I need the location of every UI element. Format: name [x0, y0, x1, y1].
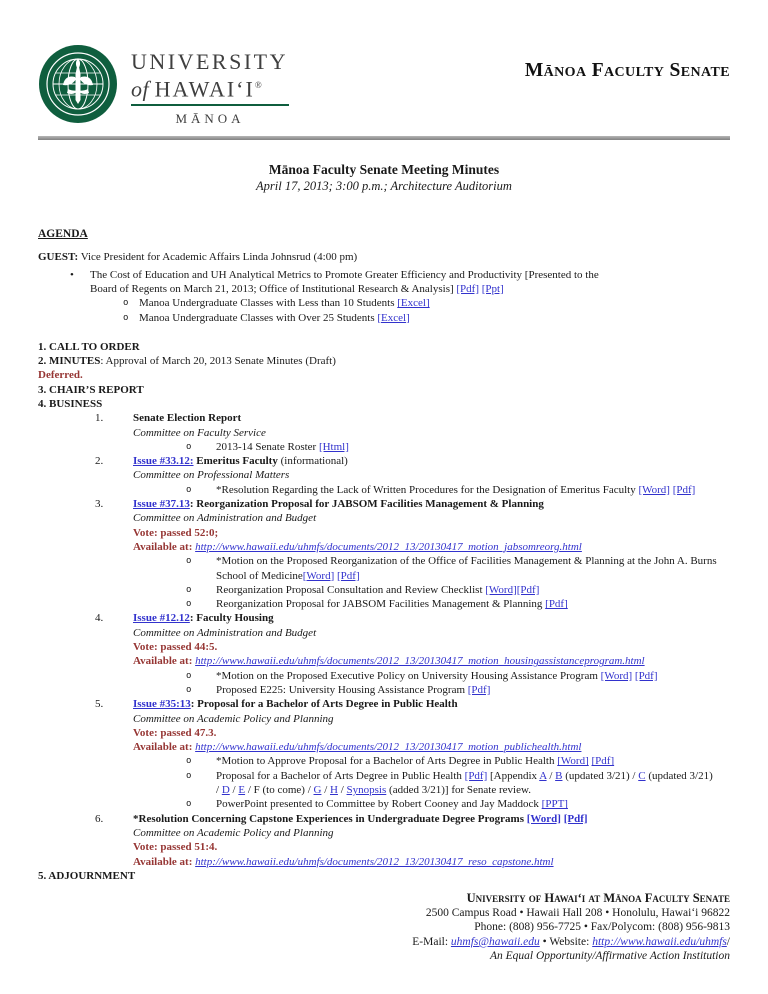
line-content [38, 340, 730, 354]
line-content [38, 869, 730, 883]
text-segment: Committee on Academic Policy and Planning [133, 712, 334, 725]
list-number: 2. [95, 455, 104, 468]
text-segment: Available at: [133, 540, 196, 553]
capstone-url-link[interactable]: http://www.hawaii.edu/uhmfs/documents/2012_13/20130417_reso_capstone.html [195, 855, 554, 868]
text-segment: Reorganization Proposal Consultation and Review Checklist [216, 583, 486, 596]
text-segment: : Reorganization Proposal for JABSOM Facilities Management & Planning [189, 498, 544, 511]
text-segment: Committee on Academic Policy and Planning [133, 826, 334, 839]
text-segment: Available at: [133, 655, 196, 668]
classes-over25-item [38, 311, 730, 325]
committee-academic-policy [38, 712, 730, 726]
issue-33-12-link[interactable]: Issue #33.12: [133, 455, 194, 468]
text-segment: / [546, 769, 556, 782]
text-segment: : Faculty Housing [189, 612, 274, 625]
text-segment: / [216, 784, 222, 797]
line-content [133, 454, 730, 468]
text-segment: *Resolution Regarding the Lack of Written Procedures for the Designation of Emeritus Faculty [216, 483, 639, 496]
text-segment: / [337, 784, 347, 797]
masthead [38, 0, 730, 127]
cost-education-ppt-link[interactable]: [Ppt] [481, 282, 504, 295]
line-content [38, 250, 730, 264]
page-title: Mānoa Faculty Senate Meeting Minutes [268, 162, 500, 178]
text-segment: *Resolution Concerning Capstone Experiences in Undergraduate Degree Programs [133, 812, 527, 825]
housing-motion-pdf-link[interactable]: [Pdf] [634, 669, 658, 682]
document-body [38, 250, 730, 883]
text-segment: Committee on Administration and Budget [133, 512, 317, 525]
line-content [139, 311, 730, 325]
jabsom-available-at [38, 540, 730, 554]
circle-bullet-icon: o [186, 441, 192, 452]
footer-website-suffix: / [726, 935, 730, 948]
capstone-pdf-link[interactable]: [Pdf] [563, 812, 588, 825]
senate-roster-html-link[interactable]: [Html] [318, 440, 349, 453]
text-segment: Deferred. [38, 369, 83, 382]
jabsom-motion-item [38, 554, 730, 583]
line-content [216, 583, 730, 597]
checklist-word-link[interactable]: [Word] [485, 583, 517, 596]
text-segment: Available at: [133, 741, 196, 754]
emeritus-pdf-link[interactable]: [Pdf] [672, 483, 696, 496]
line-content [216, 554, 730, 583]
text-segment: Vote: passed 47.3. [133, 726, 217, 739]
text-segment: / [321, 784, 331, 797]
classes-under10-item [38, 296, 730, 310]
issue-35-13-title [38, 697, 730, 711]
committee-admin-budget [38, 511, 730, 525]
emeritus-resolution-item [38, 483, 730, 497]
text-segment: Senate Election Report [133, 412, 242, 425]
senate-election-report-title [38, 411, 730, 425]
text-segment: The Cost of Education and UH Analytical Metrics to Promote Greater Efficiency and Productivity [Presented to the [90, 268, 599, 281]
footer-contact [38, 935, 730, 950]
cost-education-item [38, 268, 730, 297]
issue-12-12-link[interactable]: Issue #12.12 [133, 612, 190, 625]
issue-37-13-title [38, 497, 730, 511]
text-segment: 5. ADJOURNMENT [38, 869, 136, 882]
line-content [38, 383, 730, 397]
line-content [216, 769, 730, 798]
list-number: 4. [95, 612, 104, 625]
text-segment: Manoa Undergraduate Classes with Over 25 Students [139, 311, 378, 324]
appendix-d-link[interactable]: D [221, 784, 230, 797]
jabsom-motion-url-link[interactable]: http://www.hawaii.edu/uhmfs/documents/2012_13/20130417_motion_jabsomreorg.html [195, 540, 582, 553]
issue-12-12-title [38, 611, 730, 625]
minutes-deferred-status [38, 368, 730, 382]
circle-bullet-icon: o [186, 584, 192, 595]
wordmark-hawaii: HAWAIʻI [154, 76, 255, 102]
appendix-b-link[interactable]: B [555, 769, 563, 782]
agenda-label: AGENDA [38, 228, 88, 241]
capstone-vote [38, 840, 730, 854]
circle-bullet-icon: o [186, 756, 192, 767]
emeritus-word-link[interactable]: [Word] [638, 483, 670, 496]
line-content [133, 826, 730, 840]
line-content [133, 511, 730, 525]
line-content [133, 726, 730, 740]
text-segment: Reorganization Proposal for JABSOM Facilities Management & Planning [216, 598, 546, 611]
cost-education-pdf-link[interactable]: [Pdf] [456, 282, 479, 295]
footer-phone: Phone: (808) 956-7725 • Fax/Polycom: (808) 956-9813 [474, 921, 730, 934]
checklist-item [38, 583, 730, 597]
publichealth-motion-item [38, 754, 730, 768]
text-segment: 1. CALL TO ORDER [38, 340, 140, 353]
circle-bullet-icon: o [123, 298, 129, 309]
wordmark-of-hawaii [131, 73, 289, 101]
uh-manoa-logo [38, 44, 289, 127]
capstone-word-link[interactable]: [Word] [526, 812, 561, 825]
footer-website-label: • Website: [539, 935, 593, 948]
text-segment: Vote: passed 51:4. [133, 841, 218, 854]
circle-bullet-icon: o [123, 312, 129, 323]
checklist-pdf-link[interactable]: [Pdf] [516, 583, 540, 596]
publichealth-motion-pdf-link[interactable]: [Pdf] [591, 755, 615, 768]
section-business [38, 397, 730, 411]
line-content [133, 640, 730, 654]
jabsom-proposal-item [38, 597, 730, 611]
text-segment: Emeritus Faculty [196, 455, 278, 468]
uh-wordmark [131, 44, 289, 127]
appendix-g-link[interactable]: G [313, 784, 322, 797]
text-segment: Manoa Undergraduate Classes with Less than 10 Students [139, 297, 398, 310]
text-segment: / [229, 784, 239, 797]
line-content [133, 411, 730, 425]
text-segment: Vote: passed 52:0; [133, 526, 219, 539]
housing-available-at [38, 654, 730, 668]
footer-address: 2500 Campus Road • Hawaii Hall 208 • Honolulu, Hawaiʻi 96822 [425, 906, 730, 919]
line-content [133, 812, 730, 826]
publichealth-proposal-pdf-link[interactable]: [Pdf] [464, 769, 488, 782]
senate-banner: Mānoa Faculty Senate [524, 60, 730, 81]
capstone-available-at [38, 855, 730, 869]
text-segment: *Motion on the Proposed Executive Policy on University Housing Assistance Program [216, 669, 601, 682]
text-segment: Proposed E225: University Housing Assistance Program [216, 683, 468, 696]
section-call-to-order [38, 340, 730, 354]
text-segment: 2013-14 Senate Roster [216, 440, 319, 453]
publichealth-motion-url-link[interactable]: http://www.hawaii.edu/uhmfs/documents/2012_13/20130417_motion_publichealth.html [195, 741, 582, 754]
appendix-c-link[interactable]: C [638, 769, 646, 782]
text-segment: Vice President for Academic Affairs Linda Johnsrud (4:00 pm) [78, 251, 358, 264]
housing-motion-word-link[interactable]: [Word] [600, 669, 633, 682]
wordmark-manoa: MĀNOA [175, 111, 245, 127]
housing-motion-url-link[interactable]: http://www.hawaii.edu/uhmfs/documents/2012_13/20130417_motion_housingassistanceprogram.html [195, 655, 645, 668]
list-number: 5. [95, 698, 104, 711]
housing-vote [38, 640, 730, 654]
text-segment: Committee on Professional Matters [133, 469, 290, 482]
wordmark-of: of [131, 76, 150, 102]
committee-academic-policy-2 [38, 826, 730, 840]
line-content [216, 483, 730, 497]
text-segment: Board of Regents on March 21, 2013; Office of Institutional Research & Analysis] [90, 282, 457, 295]
line-content [133, 654, 730, 668]
circle-bullet-icon: o [186, 770, 192, 781]
jabsom-vote [38, 526, 730, 540]
text-segment: Proposal for a Bachelor of Arts Degree in Public Health [216, 769, 465, 782]
section-adjournment [38, 869, 730, 883]
text-segment: School of Medicine [216, 569, 303, 582]
line-content [133, 626, 730, 640]
jabsom-motion-pdf-link[interactable]: [Pdf] [337, 569, 360, 582]
line-content [133, 697, 730, 711]
text-segment: Available at: [133, 855, 196, 868]
section-minutes [38, 354, 730, 368]
line-content [216, 754, 730, 768]
text-segment: [Appendix [487, 769, 540, 782]
committee-professional-matters [38, 468, 730, 482]
line-content [216, 683, 730, 697]
line-content [216, 597, 730, 611]
footer-org-name: University of Hawaiʻi at Mānoa Faculty Senate [466, 891, 730, 906]
list-number: 1. [95, 412, 104, 425]
senate-roster-item [38, 440, 730, 454]
line-content [38, 368, 730, 382]
issue-35-13-link[interactable]: Issue #35:13 [133, 698, 191, 711]
registered-mark: ® [254, 80, 262, 90]
text-segment: 2. MINUTES [38, 355, 101, 368]
committee-faculty-service [38, 426, 730, 440]
line-content [133, 611, 730, 625]
classes-over25-excel-link[interactable]: [Excel] [377, 311, 410, 324]
section-chairs-report [38, 383, 730, 397]
line-content [133, 426, 730, 440]
line-content [38, 397, 730, 411]
footer-tagline: An Equal Opportunity/Affirmative Action Institution [490, 950, 730, 963]
uh-seal-icon [38, 44, 118, 124]
jabsom-proposal-pdf-link[interactable]: [Pdf] [545, 598, 568, 611]
circle-bullet-icon: o [186, 599, 192, 610]
appendix-h-link[interactable]: H [330, 784, 338, 797]
committee-admin-budget-2 [38, 626, 730, 640]
agenda-heading [38, 228, 730, 240]
line-content [133, 497, 730, 511]
text-segment: : Proposal for a Bachelor of Arts Degree in Public Health [190, 698, 458, 711]
list-number: 6. [95, 812, 104, 825]
line-content [139, 296, 730, 310]
text-segment: *Motion to Approve Proposal for a Bachelor of Arts Degree in Public Health [216, 755, 558, 768]
divider-rule [38, 136, 730, 140]
guest-line [38, 250, 730, 264]
line-content [216, 797, 730, 811]
publichealth-vote [38, 726, 730, 740]
e225-pdf-link[interactable]: [Pdf] [467, 683, 491, 696]
footer-email-link[interactable]: uhmfs@hawaii.edu [450, 935, 540, 948]
line-content [216, 440, 730, 454]
line-content [133, 855, 730, 869]
powerpoint-item [38, 797, 730, 811]
line-content [133, 526, 730, 540]
line-content [133, 468, 730, 482]
appendix-a-link[interactable]: A [539, 769, 547, 782]
circle-bullet-icon: o [186, 684, 192, 695]
appendix-e-link[interactable]: E [238, 784, 246, 797]
text-segment: / F (to come) / [245, 784, 314, 797]
text-segment: PowerPoint presented to Committee by Robert Cooney and Jay Maddock [216, 798, 542, 811]
issue-33-12-title [38, 454, 730, 468]
publichealth-proposal-item [38, 769, 730, 798]
line-content [90, 268, 730, 297]
line-content [133, 740, 730, 754]
line-content [38, 354, 730, 368]
text-segment: (updated 3/21) / [562, 769, 639, 782]
text-segment: Vote: passed 44:5. [133, 641, 218, 654]
publichealth-motion-word-link[interactable]: [Word] [557, 755, 589, 768]
text-segment: Committee on Administration and Budget [133, 626, 317, 639]
footer-website-link[interactable]: http://www.hawaii.edu/uhmfs [592, 935, 727, 948]
publichealth-available-at [38, 740, 730, 754]
text-segment: (added 3/21)] for Senate review. [386, 784, 531, 797]
page-subtitle: April 17, 2013; 3:00 p.m.; Architecture Auditorium [256, 179, 512, 194]
line-content [133, 712, 730, 726]
line-content [216, 669, 730, 683]
circle-bullet-icon: o [186, 556, 192, 567]
text-segment: Committee on Faculty Service [133, 426, 266, 439]
text-segment: *Motion on the Proposed Reorganization of the Office of Facilities Management & Planning at the John A. Burns [216, 555, 717, 568]
synopsis-link[interactable]: Synopsis [346, 784, 387, 797]
text-segment: : Approval of March 20, 2013 Senate Minutes (Draft) [100, 355, 336, 368]
circle-bullet-icon: o [186, 484, 192, 495]
classes-under10-excel-link[interactable]: [Excel] [397, 297, 430, 310]
text-segment: 3. CHAIR’S REPORT [38, 383, 144, 396]
footer-email-label: E-Mail: [412, 935, 451, 948]
issue-37-13-link[interactable]: Issue #37.13 [133, 498, 190, 511]
text-segment: (updated 3/21) [645, 769, 713, 782]
text-segment: (informational) [277, 455, 348, 468]
circle-bullet-icon: o [186, 799, 192, 810]
line-content [133, 840, 730, 854]
circle-bullet-icon: o [186, 670, 192, 681]
wordmark-university: UNIVERSITY [131, 49, 288, 74]
list-number: 3. [95, 498, 104, 511]
line-content [133, 540, 730, 554]
e225-item [38, 683, 730, 697]
guest-label: GUEST: [38, 251, 79, 264]
capstone-resolution-title [38, 812, 730, 826]
text-segment: 4. BUSINESS [38, 398, 103, 410]
housing-motion-item [38, 669, 730, 683]
footer [38, 891, 730, 964]
powerpoint-ppt-link[interactable]: [PPT] [541, 798, 568, 811]
bullet-icon: • [70, 268, 74, 281]
wordmark-underline [131, 104, 289, 106]
jabsom-motion-word-link[interactable]: [Word] [302, 569, 335, 582]
